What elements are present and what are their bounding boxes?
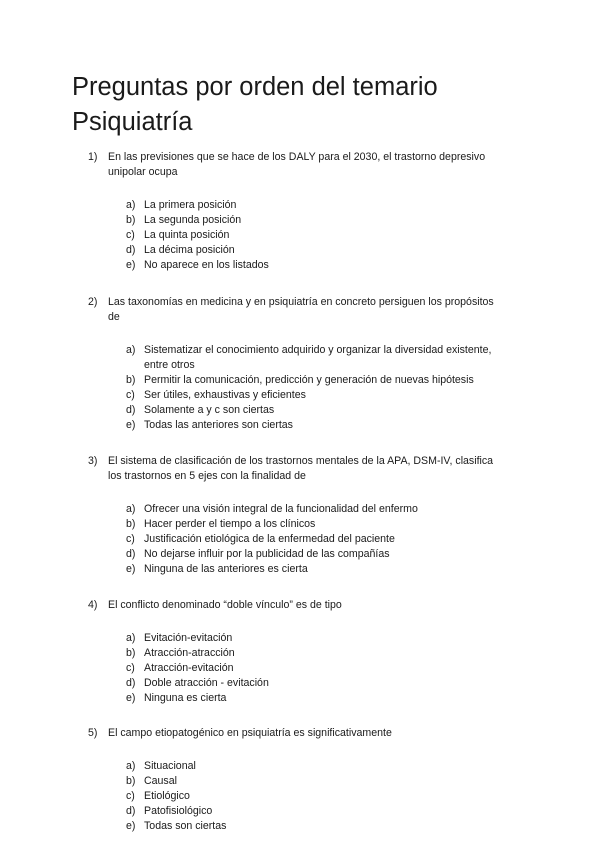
option-text: Atracción-atracción (144, 647, 235, 659)
answer-option (0, 646, 600, 661)
answer-option (0, 258, 600, 273)
answer-option (0, 418, 600, 433)
option-letter: d) (126, 677, 136, 689)
option-letter: a) (126, 632, 136, 644)
page-title (72, 70, 552, 140)
option-letter: a) (126, 199, 136, 211)
question-item (0, 726, 600, 834)
option-list (0, 343, 600, 433)
option-text: Permitir la comunicación, predicción y generación de nuevas hipótesis (144, 374, 474, 386)
option-text: Evitación-evitación (144, 632, 233, 644)
question-item (0, 150, 600, 273)
option-text: Ofrecer una visión integral de la funcionalidad del enfermo (144, 503, 418, 515)
option-text: La quinta posición (144, 229, 230, 241)
option-text: Situacional (144, 760, 196, 772)
answer-option (0, 343, 600, 373)
answer-option (0, 774, 600, 789)
option-letter: b) (126, 647, 136, 659)
answer-option (0, 532, 600, 547)
option-letter: c) (126, 662, 135, 674)
option-letter: d) (126, 805, 136, 817)
option-letter: a) (126, 503, 136, 515)
option-letter: b) (126, 374, 136, 386)
option-text: Sistematizar el conocimiento adquirido y organizar la diversidad existente, entre otros (144, 344, 492, 371)
option-text: La segunda posición (144, 214, 242, 226)
answer-option (0, 789, 600, 804)
option-letter: e) (126, 563, 136, 575)
answer-option (0, 562, 600, 577)
answer-option (0, 373, 600, 388)
question-number: 1) (88, 151, 98, 163)
option-letter: d) (126, 244, 136, 256)
option-text: Solamente a y c son ciertas (144, 404, 275, 416)
question-text: El sistema de clasificación de los trastornos mentales de la APA, DSM-IV, clasifica los trastornos en 5 ejes con la finalidad de (108, 455, 494, 482)
option-list (0, 759, 600, 834)
answer-option (0, 228, 600, 243)
option-text: No aparece en los listados (144, 259, 269, 271)
answer-option (0, 213, 600, 228)
answer-option (0, 502, 600, 517)
answer-option (0, 691, 600, 706)
option-text: No dejarse influir por la publicidad de las compañías (144, 548, 390, 560)
question-text: El campo etiopatogénico en psiquiatría es significativamente (108, 727, 392, 739)
answer-option (0, 517, 600, 532)
option-text: Patofisiológico (144, 805, 213, 817)
option-letter: c) (126, 389, 135, 401)
question-item (0, 598, 600, 706)
option-text: Atracción-evitación (144, 662, 234, 674)
answer-option (0, 676, 600, 691)
option-list (0, 631, 600, 706)
answer-option (0, 819, 600, 834)
option-text: La primera posición (144, 199, 237, 211)
question-number: 5) (88, 727, 98, 739)
answer-option (0, 388, 600, 403)
answer-option (0, 243, 600, 258)
option-letter: e) (126, 692, 136, 704)
answer-option (0, 198, 600, 213)
answer-option (0, 804, 600, 819)
question-text: En las previsiones que se hace de los DALY para el 2030, el trastorno depresivo unipolar ocupa (108, 151, 486, 178)
option-text: Hacer perder el tiempo a los clínicos (144, 518, 316, 530)
option-letter: c) (126, 790, 135, 802)
title-line-2: Psiquiatría (72, 108, 193, 136)
option-letter: e) (126, 820, 136, 832)
answer-option (0, 631, 600, 646)
option-text: Todas las anteriores son ciertas (144, 419, 293, 431)
option-text: Ninguna de las anteriores es cierta (144, 563, 308, 575)
answer-option (0, 403, 600, 418)
option-list (0, 198, 600, 273)
option-letter: d) (126, 548, 136, 560)
option-letter: b) (126, 775, 136, 787)
title-line-1: Preguntas por orden del temario (72, 73, 438, 101)
question-item (0, 454, 600, 577)
option-letter: b) (126, 518, 136, 530)
option-text: La décima posición (144, 244, 235, 256)
question-number: 2) (88, 296, 98, 308)
question-number: 3) (88, 455, 98, 467)
answer-option (0, 547, 600, 562)
option-letter: d) (126, 404, 136, 416)
question-item (0, 295, 600, 433)
option-letter: c) (126, 229, 135, 241)
option-text: Justificación etiológica de la enfermedad del paciente (144, 533, 395, 545)
question-text: Las taxonomías en medicina y en psiquiatría en concreto persiguen los propósitos de (108, 296, 494, 323)
option-text: Todas son ciertas (144, 820, 227, 832)
option-text: Ser útiles, exhaustivas y eficientes (144, 389, 306, 401)
option-letter: c) (126, 533, 135, 545)
option-text: Ninguna es cierta (144, 692, 227, 704)
option-text: Etiológico (144, 790, 190, 802)
option-text: Causal (144, 775, 177, 787)
question-list (0, 150, 600, 834)
option-letter: b) (126, 214, 136, 226)
option-letter: e) (126, 419, 136, 431)
option-letter: a) (126, 344, 136, 356)
answer-option (0, 759, 600, 774)
question-text: El conflicto denominado “doble vínculo” es de tipo (108, 599, 342, 611)
option-letter: a) (126, 760, 136, 772)
option-letter: e) (126, 259, 136, 271)
option-list (0, 502, 600, 577)
option-text: Doble atracción - evitación (144, 677, 269, 689)
question-number: 4) (88, 599, 98, 611)
answer-option (0, 661, 600, 676)
